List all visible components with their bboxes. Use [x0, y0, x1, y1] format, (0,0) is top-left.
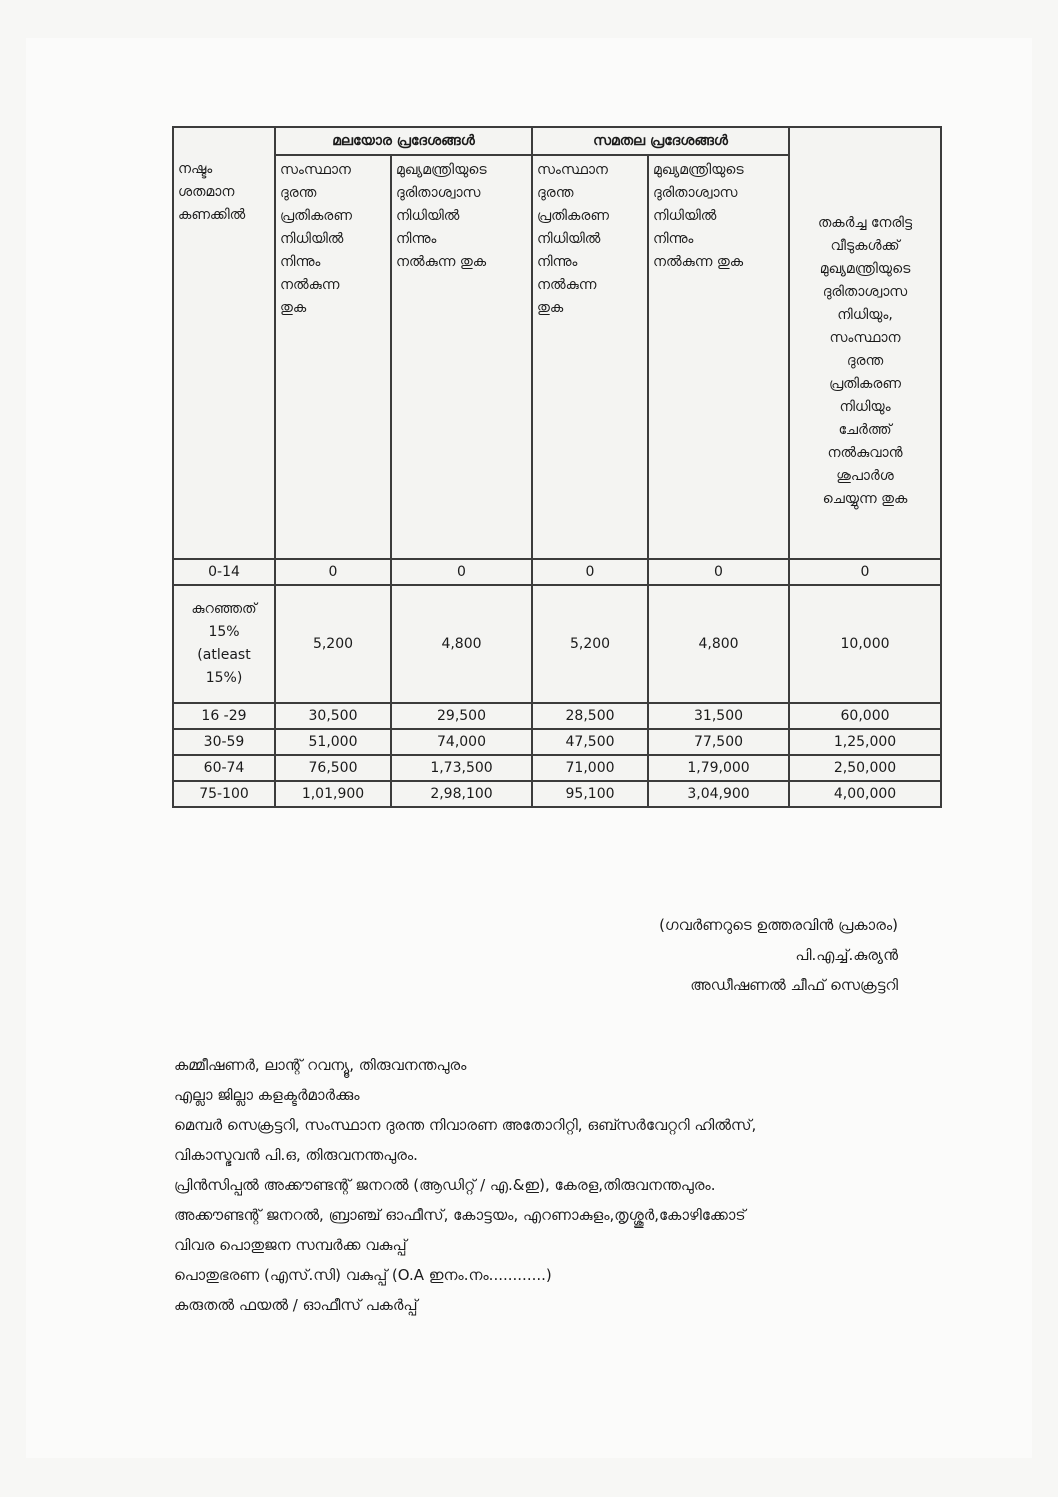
cmdrf-header-line: മുഖ്യമന്ത്രിയുടെ [396, 162, 487, 178]
cmdrf-header-line: ദുരിതാശ്വാസ [653, 185, 738, 201]
header-hilly-cmdrf [391, 155, 532, 559]
hilly-cmdrf-cell: 0 [391, 559, 532, 585]
plain-cmdrf-cell: 3,04,900 [648, 781, 789, 807]
hilly-sdrf-cell: 51,000 [275, 729, 391, 755]
table-row [173, 781, 941, 807]
loss-range-line: 30-59 [203, 734, 245, 750]
cmdrf-header-line: ദുരിതാശ്വാസ [396, 185, 481, 201]
copy-to-list [174, 1050, 974, 1320]
plain-cmdrf-cell: 77,500 [648, 729, 789, 755]
sdrf-header-line: തുക [537, 300, 564, 316]
plain-sdrf-cell: 0 [532, 559, 648, 585]
sdrf-header-line: നിന്നും [537, 254, 578, 270]
sdrf-header-line: സംസ്ഥാന [537, 162, 608, 178]
combined-amount-line: നിധിയും [839, 399, 891, 415]
plain-sdrf-cell: 5,200 [532, 585, 648, 703]
loss-range-line: 60-74 [203, 760, 245, 776]
loss-range-cell [173, 755, 275, 781]
copy-recipient: എല്ലാ ജില്ലാ കളക്ടർമാർക്കും [174, 1086, 360, 1104]
loss-range-cell [173, 585, 275, 703]
loss-range-line: (atleast [197, 647, 251, 663]
header-hilly-sdrf [275, 155, 391, 559]
loss-range-line: 0-14 [208, 564, 240, 580]
combined-amount-line: ചെയ്യുന്ന തുക [822, 491, 908, 507]
sdrf-header-line: നൽകുന്ന [537, 277, 597, 293]
signatory-designation: അഡീഷണൽ ചീഫ് സെക്രട്ടറി [690, 976, 898, 994]
signatory-name: പി.എച്ച്.കുര്യൻ [795, 946, 898, 964]
loss-range-cell [173, 729, 275, 755]
hilly-sdrf-cell: 5,200 [275, 585, 391, 703]
table-row [173, 559, 941, 585]
loss-range-line: 15%) [205, 670, 243, 686]
sdrf-header-line: തുക [280, 300, 307, 316]
copy-recipient: വിവര പൊതുജന സമ്പർക്ക വകുപ്പ് [174, 1236, 407, 1254]
table-body [173, 559, 941, 807]
combined-amount-line: ചേർത്ത് [838, 422, 892, 438]
hilly-sdrf-cell: 30,500 [275, 703, 391, 729]
header-hilly-areas: മലയോര പ്രദേശങ്ങൾ [275, 127, 532, 155]
by-order-text: (ഗവർണറുടെ ഉത്തരവിൻ പ്രകാരം) [659, 916, 898, 934]
cmdrf-header-line: നൽകുന്ന തുക [653, 254, 744, 270]
cmdrf-header-line: നിധിയിൽ [396, 208, 460, 224]
loss-range-line: 15% [208, 624, 240, 640]
plain-cmdrf-cell: 1,79,000 [648, 755, 789, 781]
sdrf-header-line: നിന്നും [280, 254, 321, 270]
loss-range-line: 75-100 [199, 786, 249, 802]
combined-amount-line: വീടുകൾക്ക് [830, 238, 900, 254]
combined-amount-line: ദുരിതാശ്വാസ [822, 284, 908, 300]
combined-amount-line: മുഖ്യമന്ത്രിയുടെ [819, 261, 911, 277]
loss-range-cell [173, 559, 275, 585]
cmdrf-header-line: നിധിയിൽ [653, 208, 717, 224]
plain-sdrf-cell: 47,500 [532, 729, 648, 755]
sdrf-header-line: നിധിയിൽ [537, 231, 601, 247]
copy-recipient: അക്കൗണ്ടന്റ് ജനറൽ, ബ്രാഞ്ച് ഓഫീസ്, കോട്ടയം, എറണാകുളം,തൃശ്ശൂർ,കോഴിക്കോട് [174, 1206, 746, 1224]
relief-amount-table [172, 126, 942, 808]
total-cell: 60,000 [789, 703, 941, 729]
copy-recipient: പൊതുഭരണ (എസ്.സി) വകുപ്പ് (O.A ഇനം.നം............) [174, 1266, 552, 1284]
header-combined-amount [789, 127, 941, 559]
table-row [173, 703, 941, 729]
hilly-sdrf-cell: 1,01,900 [275, 781, 391, 807]
sdrf-header-line: ദുരന്ത [537, 185, 574, 201]
copy-recipient: മെമ്പർ സെക്രട്ടറി, സംസ്ഥാന ദുരന്ത നിവാരണ അതോറിറ്റി, ഒബ്സർവേറ്ററി ഹിൽസ്, [174, 1116, 757, 1134]
copy-recipient: കമ്മീഷണർ, ലാന്റ് റവന്യൂ, തിരുവനന്തപുരം [174, 1056, 467, 1074]
loss-percent-line: കണക്കിൽ [178, 207, 246, 223]
cmdrf-header-line: മുഖ്യമന്ത്രിയുടെ [653, 162, 744, 178]
total-cell: 1,25,000 [789, 729, 941, 755]
table-row [173, 585, 941, 703]
combined-amount-line: സംസ്ഥാന [829, 330, 901, 346]
plain-sdrf-cell: 95,100 [532, 781, 648, 807]
sdrf-header-line: ദുരന്ത [280, 185, 317, 201]
cmdrf-header-line: നിന്നും [396, 231, 437, 247]
sdrf-header-line: നിധിയിൽ [280, 231, 344, 247]
header-plain-sdrf [532, 155, 648, 559]
copy-recipient: പ്രിൻസിപ്പൽ അക്കൗണ്ടന്റ് ജനറൽ (ആഡിറ്റ് / എ.&ഇ), കേരള,തിരുവനന്തപുരം. [174, 1176, 716, 1194]
header-loss-percent [173, 127, 275, 559]
hilly-cmdrf-cell: 2,98,100 [391, 781, 532, 807]
combined-amount-line: നിധിയും, [837, 307, 893, 323]
copy-recipient: വികാസ്ഭവൻ പി.ഒ, തിരുവനന്തപുരം. [174, 1146, 418, 1164]
table-row [173, 729, 941, 755]
hilly-sdrf-cell: 0 [275, 559, 391, 585]
hilly-cmdrf-cell: 1,73,500 [391, 755, 532, 781]
hilly-cmdrf-cell: 74,000 [391, 729, 532, 755]
total-cell: 0 [789, 559, 941, 585]
combined-amount-line: ശുപാർശ [836, 468, 894, 484]
loss-percent-line: നഷ്ടം [178, 161, 213, 177]
table-row [173, 755, 941, 781]
loss-range-cell [173, 781, 275, 807]
header-plain-cmdrf [648, 155, 789, 559]
plain-sdrf-cell: 71,000 [532, 755, 648, 781]
document-page [26, 38, 1032, 1458]
loss-range-cell [173, 703, 275, 729]
signature-block [478, 910, 898, 1000]
plain-cmdrf-cell: 31,500 [648, 703, 789, 729]
loss-range-line: 16 -29 [201, 708, 247, 724]
cmdrf-header-line: നിന്നും [653, 231, 694, 247]
sdrf-header-line: സംസ്ഥാന [280, 162, 351, 178]
total-cell: 2,50,000 [789, 755, 941, 781]
cmdrf-header-line: നൽകുന്ന തുക [396, 254, 487, 270]
hilly-cmdrf-cell: 4,800 [391, 585, 532, 703]
sdrf-header-line: പ്രതികരണ [280, 208, 352, 224]
header-plain-areas: സമതല പ്രദേശങ്ങൾ [532, 127, 789, 155]
total-cell: 4,00,000 [789, 781, 941, 807]
loss-percent-line: ശതമാന [178, 184, 235, 200]
sdrf-header-line: പ്രതികരണ [537, 208, 609, 224]
combined-amount-line: ദുരന്ത [846, 353, 884, 369]
copy-recipient: കരുതൽ ഫയൽ / ഓഫീസ് പകർപ്പ് [174, 1296, 418, 1314]
loss-range-line: കുറഞ്ഞത് [191, 601, 257, 617]
total-cell: 10,000 [789, 585, 941, 703]
hilly-cmdrf-cell: 29,500 [391, 703, 532, 729]
combined-amount-line: പ്രതികരണ [829, 376, 901, 392]
plain-cmdrf-cell: 0 [648, 559, 789, 585]
plain-cmdrf-cell: 4,800 [648, 585, 789, 703]
combined-amount-line: തകർച്ച നേരിട്ട [817, 215, 913, 231]
sdrf-header-line: നൽകുന്ന [280, 277, 340, 293]
combined-amount-line: നൽകുവാൻ [827, 445, 903, 461]
plain-sdrf-cell: 28,500 [532, 703, 648, 729]
hilly-sdrf-cell: 76,500 [275, 755, 391, 781]
